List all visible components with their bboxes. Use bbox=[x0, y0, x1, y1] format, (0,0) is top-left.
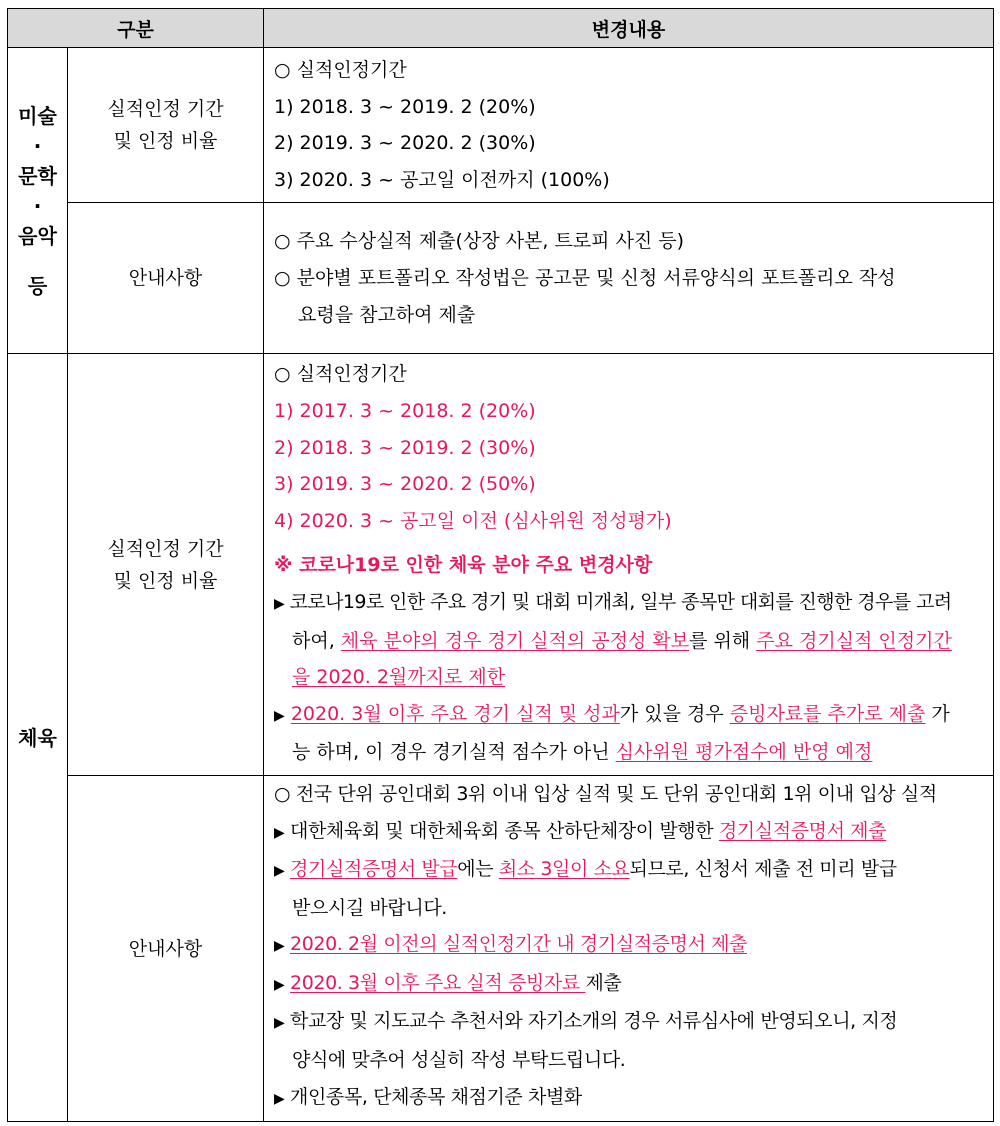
bullet-icon: ▶ bbox=[274, 824, 285, 841]
sports-notes-row bbox=[8, 775, 994, 1121]
sports-period-content: ○ 실적인정기간 1) 2017. 3 ~ 2018. 2 (20%) 2) 2018. 3 ~ 2019. 2 (30%) 3) 2019. 3 ~ 2020. 2 (50%) 4) 2020. 3 ~ 공고일 이전 (심사위원 정성평가) ※ 코로나19로 인한 체육 분야 주요 변경사항 ▶ 코로나19로 인한 주요 경기 및 대회 미개최, 일부 종목만 대회를 진행한 경우를 고려 하여, 체육 분야의 경우 경기 실적의 공정성 확보를 위해 주요 경기실적 인정기간 을 2020. 2월까지로 제한 ▶ 2020. 3월 이후 주요 경기 실적 및 성과가 있을 경우 증빙자료를 추가로 제출 가 능 하며, 이 경우 경기실적 점수가 아닌 심사위원 평가점수에 반영 예정 bbox=[264, 354, 994, 776]
header-row bbox=[8, 9, 994, 48]
bullet-icon: ▶ bbox=[274, 707, 285, 724]
sports-period-label: 실적인정 기간 및 인정 비율 bbox=[68, 354, 264, 776]
art-notes-content: ○ 주요 수상실적 제출(상장 사본, 트로피 사진 등) ○ 분야별 포트폴리오 작성법은 공고문 및 신청 서류양식의 포트폴리오 작성 요령을 참고하여 제출 bbox=[264, 203, 994, 354]
sports-notes-content: ○ 전국 단위 공인대회 3위 이내 입상 실적 및 도 단위 공인대회 1위 이내 입상 실적 ▶ 대한체육회 및 대한체육회 종목 산하단체장이 발행한 경기실적증명서 제출 ▶ 경기실적증명서 발급에는 최소 3일이 소요되므로, 신청서 제출 전 미리 발급 받으시길 바랍니다. ▶ 2020. 2월 이전의 실적인정기간 내 경기실적증명서 제출 ▶ 2020. 3월 이후 주요 실적 증빙자료 제출 ▶ 학교장 및 지도교수 추천서와 자기소개의 경우 서류심사에 반영되오니, 지정 양식에 맞추어 성실히 작성 부탁드립니다. ▶ 개인종목, 단체종목 채점기준 차별화 bbox=[264, 775, 994, 1121]
sports-period-row bbox=[8, 354, 994, 776]
art-period-row bbox=[8, 48, 994, 203]
sports-category: 체육 bbox=[8, 354, 68, 1122]
art-category: 미술 · 문학 · 음악 등 bbox=[8, 48, 68, 354]
bullet-icon: ▶ bbox=[274, 595, 285, 612]
art-period-label: 실적인정 기간 및 인정 비율 bbox=[68, 48, 264, 203]
bullet-icon: ▶ bbox=[274, 1090, 285, 1107]
sports-notes-label: 안내사항 bbox=[68, 775, 264, 1121]
covid-notice-title: ※ 코로나19로 인한 체육 분야 주요 변경사항 bbox=[274, 554, 653, 577]
art-notes-label: 안내사항 bbox=[68, 203, 264, 354]
header-category: 구분 bbox=[8, 9, 264, 48]
header-changes: 변경내용 bbox=[264, 9, 994, 48]
art-notes-row bbox=[8, 203, 994, 354]
art-period-content: ○ 실적인정기간 1) 2018. 3 ~ 2019. 2 (20%) 2) 2019. 3 ~ 2020. 2 (30%) 3) 2020. 3 ~ 공고일 이전까지 (100%) bbox=[264, 48, 994, 203]
changes-table bbox=[7, 8, 994, 1122]
bullet-icon: ▶ bbox=[274, 1015, 285, 1032]
bullet-icon: ▶ bbox=[274, 976, 285, 993]
bullet-icon: ▶ bbox=[274, 938, 285, 955]
bullet-icon: ▶ bbox=[274, 863, 285, 880]
